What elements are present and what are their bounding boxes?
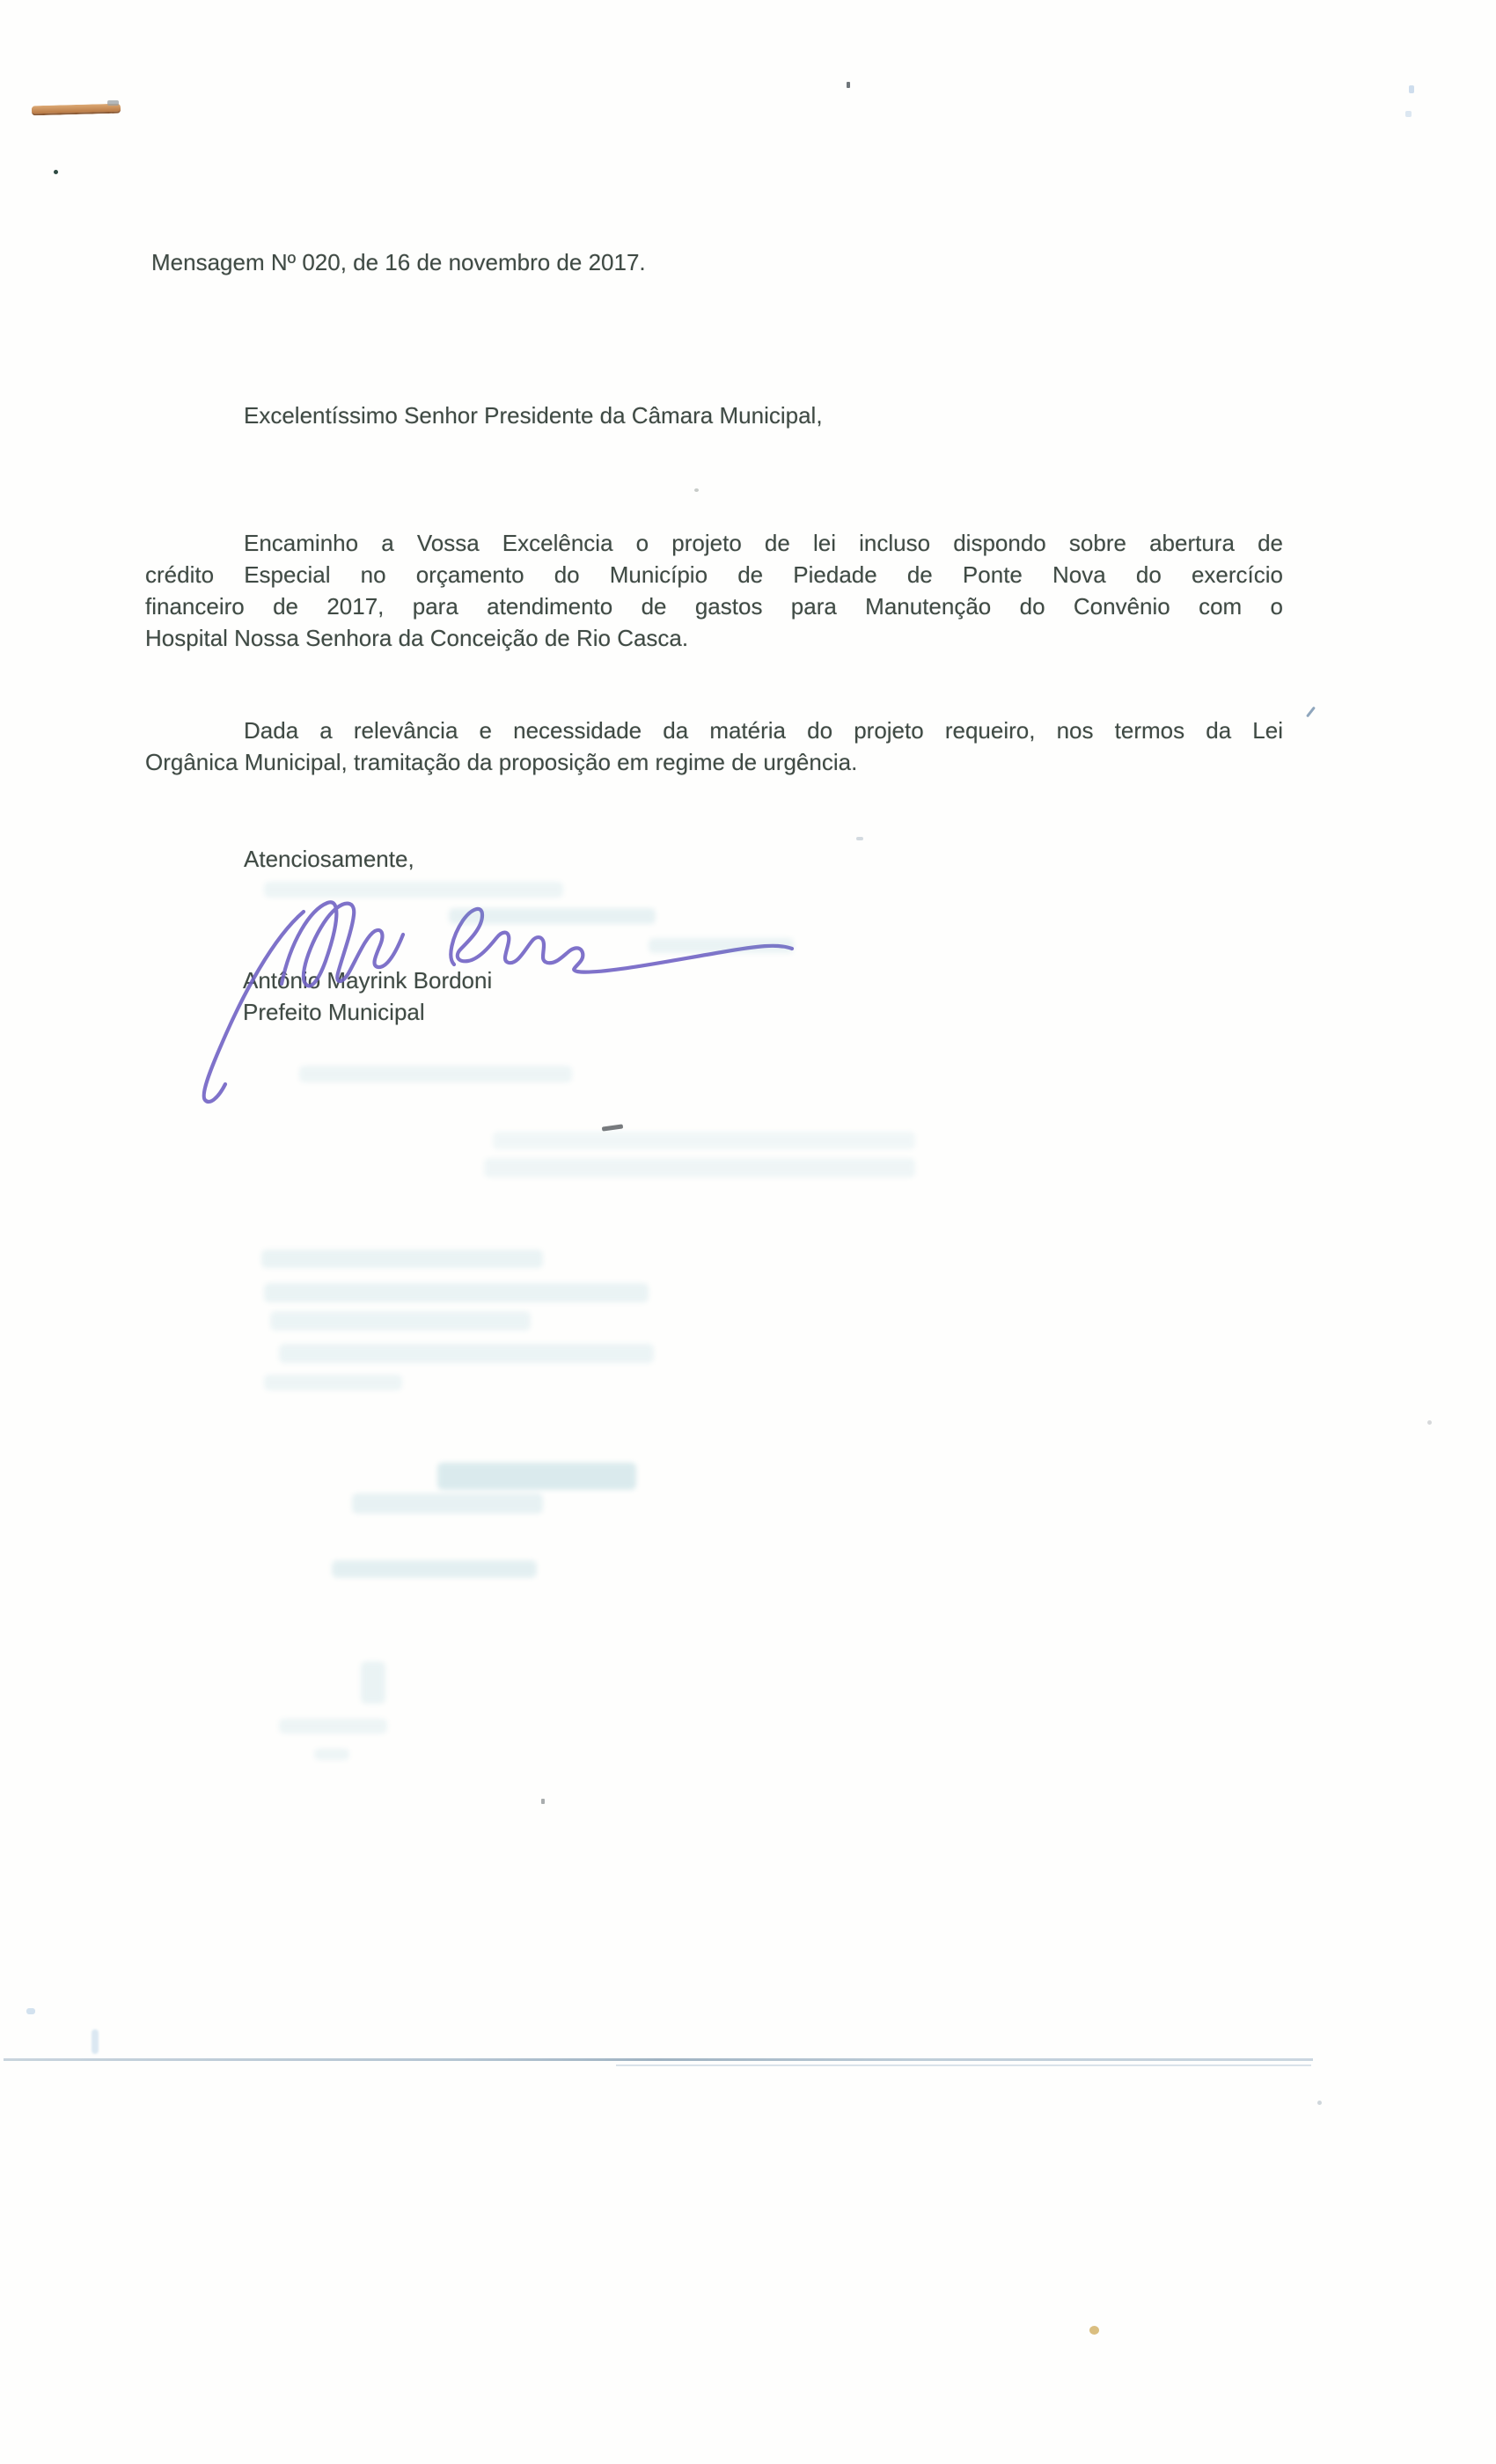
- staple-mark: [32, 104, 121, 116]
- letter-paragraph-2: [145, 715, 1283, 778]
- bleedthrough-smudge: [649, 938, 794, 953]
- scan-line-horizontal-faint: [616, 2064, 1311, 2066]
- letter-closing: Atenciosamente,: [244, 846, 414, 872]
- scan-speck: [856, 837, 863, 840]
- scan-speck: [1427, 1420, 1432, 1425]
- bleedthrough-smudge: [314, 1749, 349, 1760]
- bleedthrough-smudge: [264, 882, 563, 898]
- bleedthrough-smudge: [264, 1283, 649, 1302]
- scan-speck: [541, 1799, 545, 1804]
- bleedthrough-smudge: [270, 1311, 531, 1331]
- bleedthrough-smudge: [361, 1661, 385, 1704]
- letter-salutation: Excelentíssimo Senhor Presidente da Câmara Municipal,: [244, 402, 823, 429]
- letter-paragraph-1: [145, 527, 1283, 654]
- bleedthrough-smudge: [493, 1132, 915, 1149]
- bleedthrough-smudge: [299, 1066, 572, 1082]
- bleedthrough-smudge: [332, 1560, 537, 1578]
- scan-speck: [26, 2008, 35, 2014]
- paragraph-line: Hospital Nossa Senhora da Conceição de Rio Casca.: [145, 625, 689, 651]
- scan-speck: [847, 82, 850, 88]
- ink-dot-tan: [1089, 2326, 1099, 2335]
- staple-mark-nub: [107, 100, 119, 106]
- scan-speck: [694, 488, 699, 492]
- paragraph-line: Orgânica Municipal, tramitação da proposição em regime de urgência.: [145, 749, 858, 775]
- paragraph-line: crédito Especial no orçamento do Município de Piedade de Ponte Nova do exercício: [145, 561, 1283, 588]
- bleedthrough-smudge: [449, 908, 656, 924]
- paragraph-line: Encaminho a Vossa Excelência o projeto de lei incluso dispondo sobre abertura de: [244, 530, 1283, 556]
- letter-header-line: Mensagem Nº 020, de 16 de novembro de 2017.: [151, 249, 646, 275]
- scan-line-horizontal: [4, 2058, 1313, 2061]
- ink-dot: [54, 170, 58, 174]
- scan-tick: [1306, 707, 1316, 718]
- bleedthrough-smudge: [352, 1493, 543, 1514]
- paragraph-line: financeiro de 2017, para atendimento de gastos para Manutenção do Convênio com o: [145, 593, 1283, 620]
- scan-smudge: [92, 2029, 99, 2054]
- scan-speck: [1405, 111, 1412, 117]
- bleedthrough-smudge: [261, 1250, 543, 1268]
- bleedthrough-smudge: [484, 1158, 915, 1177]
- signer-title: Prefeito Municipal: [243, 999, 425, 1025]
- scan-speck: [1317, 2101, 1322, 2105]
- scan-speck: [1409, 85, 1414, 93]
- bleedthrough-smudge: [264, 1375, 402, 1390]
- paragraph-line: Dada a relevância e necessidade da matéria do projeto requeiro, nos termos da Lei: [244, 717, 1283, 744]
- bleedthrough-smudge: [279, 1344, 654, 1363]
- signer-name: Antônio Mayrink Bordoni: [243, 967, 493, 994]
- bleedthrough-smudge: [437, 1463, 636, 1490]
- bleedthrough-smudge: [279, 1719, 387, 1734]
